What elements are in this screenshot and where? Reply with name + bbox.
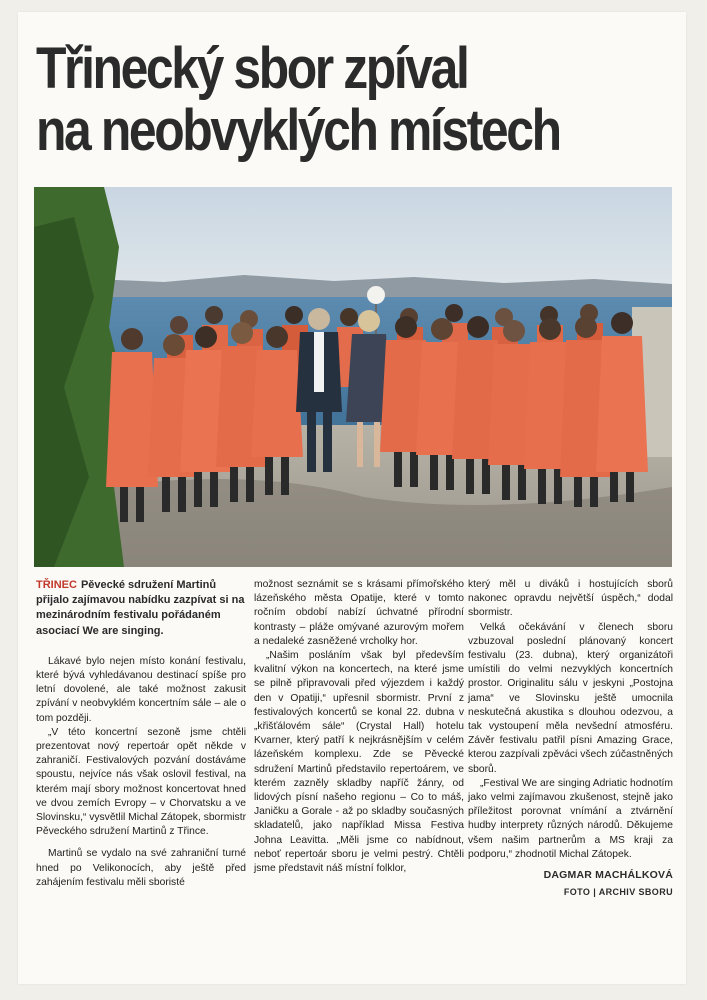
- lead-text: Pěvecké sdružení Martinů přijalo zajímavou nabídku zazpívat si na mezinárodním festivalu pořádaném asociací We are singing.: [36, 579, 245, 637]
- headline-line-2: na neobvyklých místech: [36, 98, 560, 163]
- article-lead: [36, 578, 246, 639]
- headline: [36, 38, 586, 162]
- paragraph: „Našim posláním však byl především kvalitní výkon na koncertech, na které jsme se pilně připravovali před výjezdem i každý den v Opatiji,“ upřesnil sbormistr. První z festivalových koncertů se konal 22. dubna v „křišťálovém sále“ (Crystal Hall) hotelu Kvarner, který patří k nejkrásnějším v celém lázeňském komplexu. Zde se Pěvecké sdružení Martinů představilo repertoárem, ve kterém zazněly skladby napříč žánry, od lidových písní našeho regionu – Co to máš, Janičku a Gorale - až po skladby současných skladatelů, jako například Missa Festiva Johna Leavitta. „Měli jsme co nabídnout, neboť repertoár sboru je velmi pestrý. Chtěli jsme představit náš místní folklor,: [254, 650, 464, 875]
- article-column-1: [36, 578, 246, 890]
- choir-photo: [34, 187, 672, 567]
- paragraph: Lákavé bylo nejen místo konání festivalu, které bývá vyhledávanou destinací spíše pro letní dovolené, ale také možnost zakusit zpívání v neobvyklém koncertním sále – ale o tom později.: [36, 655, 246, 724]
- headline-line-1: Třinecký sbor zpíval: [36, 36, 468, 101]
- dateline: TŘINEC: [36, 579, 77, 591]
- article-column-2: [254, 578, 464, 876]
- paragraph: který měl u diváků i hostujících sborů nakonec opravdu největší úspěch,“ dodal sbormistr.: [468, 579, 673, 619]
- paragraph: Martinů se vydalo na své zahraniční turné hned po Velikonocích, aby ještě před zahájením festivalu měli sboristé: [36, 848, 246, 888]
- paragraph: možnost seznámit se s krásami přímořského lázeňského města Opatije, které v tomto ročním období nabízí úchvatné přírodní kontrasty – pláže omývané azurovým mořem a nedaleké zasněžené vrcholky hor.: [254, 579, 464, 647]
- photo-credit: FOTO | ARCHIV SBORU: [563, 887, 673, 898]
- paragraph: „V této koncertní sezoně jsme chtěli prezentovat nový repertoár opět někde v zahraničí. Festivalových pozvání dostáváme spoustu, nejvíce nás však oslovil festival, na kterém mají sbory možnost koncertovat hned ve dvou zemích Evropy – v Chorvatsku a ve Slovinsku,“ vysvětlil Michal Zátopek, sbormistr Pěveckého sdružení Martinů z Třince.: [36, 726, 247, 838]
- byline: DAGMAR MACHÁLKOVÁ: [543, 869, 673, 882]
- paragraph: Velká očekávání v členech sboru vzbuzoval poslední plánovaný koncert festivalu (23. dubna), který organizátoři umístili do velmi nezvyklých koncertních prostor. Originalitu sálu v jeskyni „Postojna jama“ ve Slovinsku ještě umocnila neskutečná akustika s dlouhou odezvou, a tak vystoupení měla nevšední atmosféru. Závěr festivalu patřil písni Amazing Grace, kterou zazpívali zpěváci všech zúčastněných sborů.: [468, 621, 673, 775]
- paragraph: „Festival We are singing Adriatic hodnotím jako velmi zajímavou zkušenost, stejně jako příležitost porovnat vnímání a ztvárnění hudby interprety různých národů. Děkujeme všem našim partnerům a MS kraji za podporu,“ zhodnotil Michal Zátopek.: [468, 777, 673, 860]
- article-column-3: [468, 578, 673, 899]
